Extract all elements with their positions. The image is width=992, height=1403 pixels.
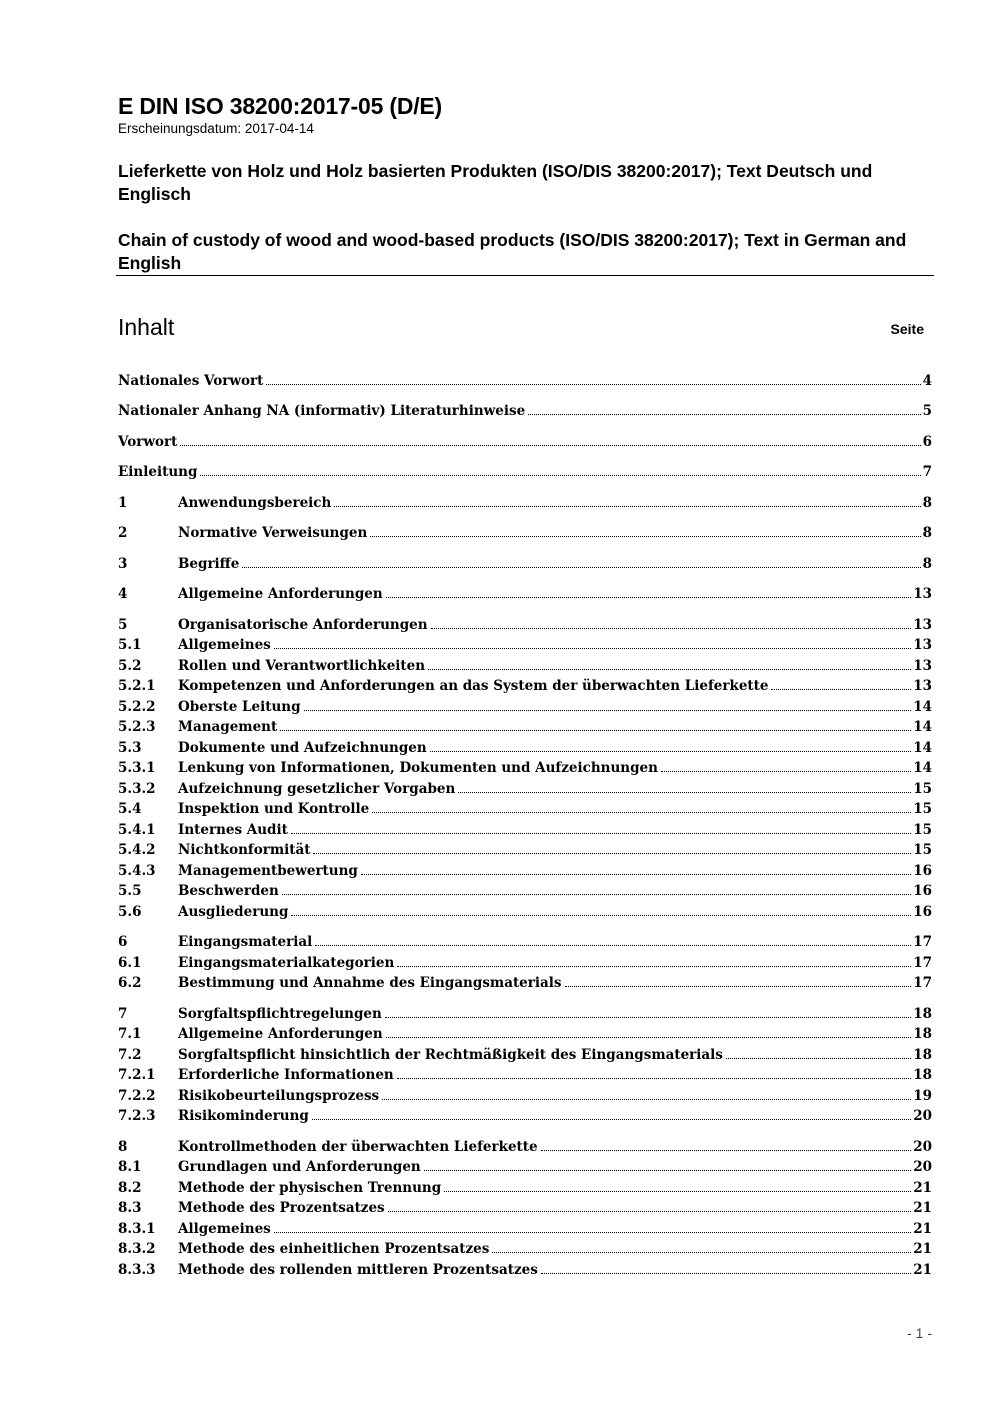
toc-entry[interactable]: [118, 676, 932, 696]
toc-entry[interactable]: [118, 717, 932, 737]
toc-dot-leader: [771, 689, 911, 690]
toc-dot-leader: [291, 833, 911, 834]
toc-entry-number: 8.3.3: [118, 1262, 156, 1278]
toc-entry-number: 7.2.2: [118, 1088, 156, 1104]
toc-entry-page: 17: [913, 934, 932, 950]
toc-entry[interactable]: [118, 932, 932, 952]
toc-entry-page: 19: [913, 1088, 932, 1104]
toc-entry[interactable]: [118, 1178, 932, 1198]
toc-entry-number: 5.2: [118, 658, 142, 674]
toc-dot-leader: [528, 414, 920, 415]
toc-entry[interactable]: [118, 371, 932, 391]
toc-entry[interactable]: [118, 635, 932, 655]
toc-dot-leader: [372, 812, 911, 813]
toc-entry-page: 15: [913, 822, 932, 838]
title-german: Lieferkette von Holz und Holz basierten Produkten (ISO/DIS 38200:2017); Text Deutsch und Englisch: [118, 161, 873, 204]
title-divider: [116, 275, 934, 276]
toc-entry-page: 8: [922, 525, 932, 541]
toc-entry-page: 13: [913, 617, 932, 633]
toc-entry-number: 5.3: [118, 740, 142, 756]
toc-entry-number: 3: [118, 556, 128, 572]
toc-dot-leader: [315, 945, 911, 946]
toc-entry[interactable]: [118, 840, 932, 860]
toc-dot-leader: [291, 915, 911, 916]
toc-entry-title: Lenkung von Informationen, Dokumenten und Aufzeichnungen: [178, 760, 658, 776]
toc-entry-title: Nationaler Anhang NA (informativ) Literaturhinweise: [118, 403, 526, 419]
toc-entry-title: Managementbewertung: [178, 863, 358, 879]
toc-entry-title: Kontrollmethoden der überwachten Lieferkette: [178, 1139, 538, 1155]
toc-entry-number: 8.3: [118, 1200, 142, 1216]
toc-entry[interactable]: [118, 462, 932, 482]
toc-entry[interactable]: [118, 1137, 932, 1157]
toc-entry-title: Methode des Prozentsatzes: [178, 1200, 385, 1216]
toc-entry[interactable]: [118, 1239, 932, 1259]
toc-entry-page: 18: [913, 1067, 932, 1083]
toc-dot-leader: [242, 567, 920, 568]
toc-entry-title: Inspektion und Kontrolle: [178, 801, 370, 817]
toc-entry-title: Dokumente und Aufzeichnungen: [178, 740, 427, 756]
publication-date: Erscheinungsdatum: 2017-04-14: [118, 121, 314, 136]
page-number: - 1 -: [907, 1325, 932, 1341]
toc-dot-leader: [282, 894, 911, 895]
toc-entry-title: Ausgliederung: [178, 904, 289, 920]
toc-dot-leader: [370, 536, 920, 537]
toc-entry[interactable]: [118, 758, 932, 778]
toc-dot-leader: [397, 1078, 911, 1079]
toc-entry-title: Aufzeichnung gesetzlicher Vorgaben: [178, 781, 456, 797]
toc-page-column-label: Seite: [890, 321, 924, 337]
toc-dot-leader: [200, 475, 920, 476]
toc-entry-title: Sorgfaltspflicht hinsichtlich der Rechtmäßigkeit des Eingangsmaterials: [178, 1047, 723, 1063]
toc-entry[interactable]: [118, 493, 932, 513]
toc-dot-leader: [726, 1058, 911, 1059]
toc-entry[interactable]: [118, 861, 932, 881]
toc-dot-leader: [304, 710, 912, 711]
toc-entry-number: 5.3.2: [118, 781, 156, 797]
toc-entry-title: Vorwort: [118, 434, 178, 450]
toc-entry-page: 14: [913, 740, 932, 756]
toc-entry-number: 5.2.2: [118, 699, 156, 715]
toc-entry-title: Internes Audit: [178, 822, 288, 838]
toc-entry-number: 8: [118, 1139, 128, 1155]
toc-dot-leader: [431, 628, 912, 629]
toc-entry-page: 17: [913, 975, 932, 991]
toc-entry-title: Allgemeines: [178, 1221, 271, 1237]
toc-entry-page: 5: [922, 403, 932, 419]
toc-entry[interactable]: [118, 1198, 932, 1218]
toc-dot-leader: [361, 874, 911, 875]
toc-entry-page: 15: [913, 842, 932, 858]
toc-entry-title: Oberste Leitung: [178, 699, 301, 715]
toc-entry-page: 16: [913, 904, 932, 920]
toc-entry-title: Bestimmung und Annahme des Eingangsmaterials: [178, 975, 562, 991]
toc-entry-number: 5.4.3: [118, 863, 156, 879]
toc-dot-leader: [382, 1099, 911, 1100]
toc-dot-leader: [492, 1252, 911, 1253]
toc-entry-page: 21: [913, 1241, 932, 1257]
toc-entry[interactable]: [118, 1024, 932, 1044]
toc-entry-page: 13: [913, 678, 932, 694]
toc-entry[interactable]: [118, 1219, 932, 1239]
toc-dot-leader: [444, 1191, 911, 1192]
toc-entry-number: 6: [118, 934, 128, 950]
toc-entry-page: 13: [913, 658, 932, 674]
toc-dot-leader: [386, 1037, 912, 1038]
toc-entry-number: 1: [118, 495, 128, 511]
toc-entry[interactable]: [118, 401, 932, 421]
toc-entry[interactable]: [118, 523, 932, 543]
toc-entry-page: 13: [913, 637, 932, 653]
toc-entry-page: 18: [913, 1026, 932, 1042]
toc-entry[interactable]: [118, 779, 932, 799]
toc-entry-number: 5.4: [118, 801, 142, 817]
toc-entry-number: 5.2.1: [118, 678, 156, 694]
toc-entry-number: 8.1: [118, 1159, 142, 1175]
toc-entry-page: 15: [913, 801, 932, 817]
toc-entry-number: 5.3.1: [118, 760, 156, 776]
toc-entry-title: Eingangsmaterialkategorien: [178, 955, 395, 971]
title-english: Chain of custody of wood and wood-based products (ISO/DIS 38200:2017); Text in German and English: [118, 230, 907, 273]
toc-entry-number: 8.3.1: [118, 1221, 156, 1237]
toc-dot-leader: [541, 1273, 911, 1274]
toc-entry-title: Risikobeurteilungsprozess: [178, 1088, 380, 1104]
toc-dot-leader: [313, 853, 911, 854]
toc-entry[interactable]: [118, 973, 932, 993]
toc-entry-title: Erforderliche Informationen: [178, 1067, 394, 1083]
toc-entry[interactable]: [118, 656, 932, 676]
toc-dot-leader: [458, 792, 911, 793]
toc-entry[interactable]: [118, 432, 932, 452]
toc-entry-page: 20: [913, 1159, 932, 1175]
toc-entry-title: Management: [178, 719, 278, 735]
toc-entry-title: Rollen und Verantwortlichkeiten: [178, 658, 426, 674]
toc-entry-title: Allgemeine Anforderungen: [178, 1026, 383, 1042]
toc-entry-number: 8.3.2: [118, 1241, 156, 1257]
toc-dot-leader: [334, 506, 920, 507]
toc-entry-page: 8: [922, 556, 932, 572]
toc-entry-page: 21: [913, 1180, 932, 1196]
toc-entry[interactable]: [118, 697, 932, 717]
toc-entry[interactable]: [118, 1157, 932, 1177]
toc-entry-page: 21: [913, 1221, 932, 1237]
toc-entry[interactable]: [118, 1045, 932, 1065]
toc-entry-title: Anwendungsbereich: [178, 495, 332, 511]
toc-entry-number: 5: [118, 617, 128, 633]
toc-entry-page: 13: [913, 586, 932, 602]
toc-dot-leader: [386, 597, 912, 598]
toc-entry-title: Methode der physischen Trennung: [178, 1180, 442, 1196]
toc-entry-number: 7: [118, 1006, 128, 1022]
toc-entry-page: 14: [913, 699, 932, 715]
toc-entry-page: 16: [913, 883, 932, 899]
toc-entry-page: 15: [913, 781, 932, 797]
toc-entry[interactable]: [118, 554, 932, 574]
toc-entry-number: 6.1: [118, 955, 142, 971]
toc-entry-title: Beschwerden: [178, 883, 279, 899]
toc-entry-title: Begriffe: [178, 556, 240, 572]
toc-entry-title: Normative Verweisungen: [178, 525, 368, 541]
toc-dot-leader: [180, 445, 920, 446]
toc-entry-number: 7.2.1: [118, 1067, 156, 1083]
toc-entry-page: 14: [913, 719, 932, 735]
toc-entry-number: 5.1: [118, 637, 142, 653]
toc-entry-title: Allgemeines: [178, 637, 271, 653]
toc-entry-title: Grundlagen und Anforderungen: [178, 1159, 421, 1175]
toc-entry[interactable]: [118, 881, 932, 901]
toc-dot-leader: [385, 1017, 911, 1018]
document-title: E DIN ISO 38200:2017-05 (D/E): [118, 93, 443, 119]
toc-entry-page: 16: [913, 863, 932, 879]
toc-entry-title: Nationales Vorwort: [118, 373, 264, 389]
toc-entry[interactable]: [118, 1004, 932, 1024]
toc-entry-page: 6: [922, 434, 932, 450]
toc-entry-title: Methode des einheitlichen Prozentsatzes: [178, 1241, 490, 1257]
toc-entry-number: 5.5: [118, 883, 142, 899]
toc-entry-number: 5.4.1: [118, 822, 156, 838]
toc-entry-number: 7.2: [118, 1047, 142, 1063]
toc-entry[interactable]: [118, 1086, 932, 1106]
toc-dot-leader: [397, 966, 911, 967]
toc-entry[interactable]: [118, 799, 932, 819]
toc-entry-number: 5.2.3: [118, 719, 156, 735]
toc-entry-page: 18: [913, 1047, 932, 1063]
toc-entry-page: 20: [913, 1139, 932, 1155]
toc-entry[interactable]: [118, 1260, 932, 1280]
toc-entry[interactable]: [118, 1065, 932, 1085]
toc-entry-number: 7.1: [118, 1026, 142, 1042]
toc-entry-page: 14: [913, 760, 932, 776]
toc-entry[interactable]: [118, 820, 932, 840]
toc-entry[interactable]: [118, 902, 932, 922]
toc-dot-leader: [430, 751, 912, 752]
toc-entry-number: 7.2.3: [118, 1108, 156, 1124]
toc-entry-title: Einleitung: [118, 464, 198, 480]
toc-entry-title: Methode des rollenden mittleren Prozentsatzes: [178, 1262, 538, 1278]
toc-entry-page: 8: [922, 495, 932, 511]
toc-entry-number: 8.2: [118, 1180, 142, 1196]
toc-entry-number: 4: [118, 586, 128, 602]
toc-entry-page: 4: [922, 373, 932, 389]
toc-entry-page: 18: [913, 1006, 932, 1022]
toc-dot-leader: [661, 771, 911, 772]
toc-dot-leader: [388, 1211, 912, 1212]
toc-entry-number: 5.4.2: [118, 842, 156, 858]
toc-entry-number: 5.6: [118, 904, 142, 920]
toc-entry[interactable]: [118, 615, 932, 635]
toc-entry-page: 21: [913, 1262, 932, 1278]
toc-dot-leader: [565, 986, 912, 987]
toc-dot-leader: [428, 669, 911, 670]
toc-dot-leader: [424, 1170, 911, 1171]
toc-entry-page: 20: [913, 1108, 932, 1124]
toc-entry[interactable]: [118, 738, 932, 758]
toc-entry[interactable]: [118, 1106, 932, 1126]
toc-dot-leader: [541, 1150, 912, 1151]
toc-entry-title: Organisatorische Anforderungen: [178, 617, 428, 633]
toc-entry-title: Sorgfaltspflichtregelungen: [178, 1006, 382, 1022]
toc-entry-title: Allgemeine Anforderungen: [178, 586, 383, 602]
toc-entry-page: 21: [913, 1200, 932, 1216]
toc-dot-leader: [274, 1232, 911, 1233]
toc-entry-number: 2: [118, 525, 128, 541]
toc-entry[interactable]: [118, 584, 932, 604]
toc-dot-leader: [280, 730, 911, 731]
toc-entry-title: Risikominderung: [178, 1108, 309, 1124]
toc-entry[interactable]: [118, 953, 932, 973]
toc-entry-number: 6.2: [118, 975, 142, 991]
toc-entry-page: 7: [922, 464, 932, 480]
toc-entry-page: 17: [913, 955, 932, 971]
toc-entry-title: Nichtkonformität: [178, 842, 311, 858]
toc-dot-leader: [312, 1119, 911, 1120]
toc-dot-leader: [266, 384, 920, 385]
toc-entry-title: Eingangsmaterial: [178, 934, 313, 950]
toc-entry-title: Kompetenzen und Anforderungen an das System der überwachten Lieferkette: [178, 678, 769, 694]
toc-dot-leader: [274, 648, 911, 649]
toc-heading: Inhalt: [118, 314, 175, 340]
